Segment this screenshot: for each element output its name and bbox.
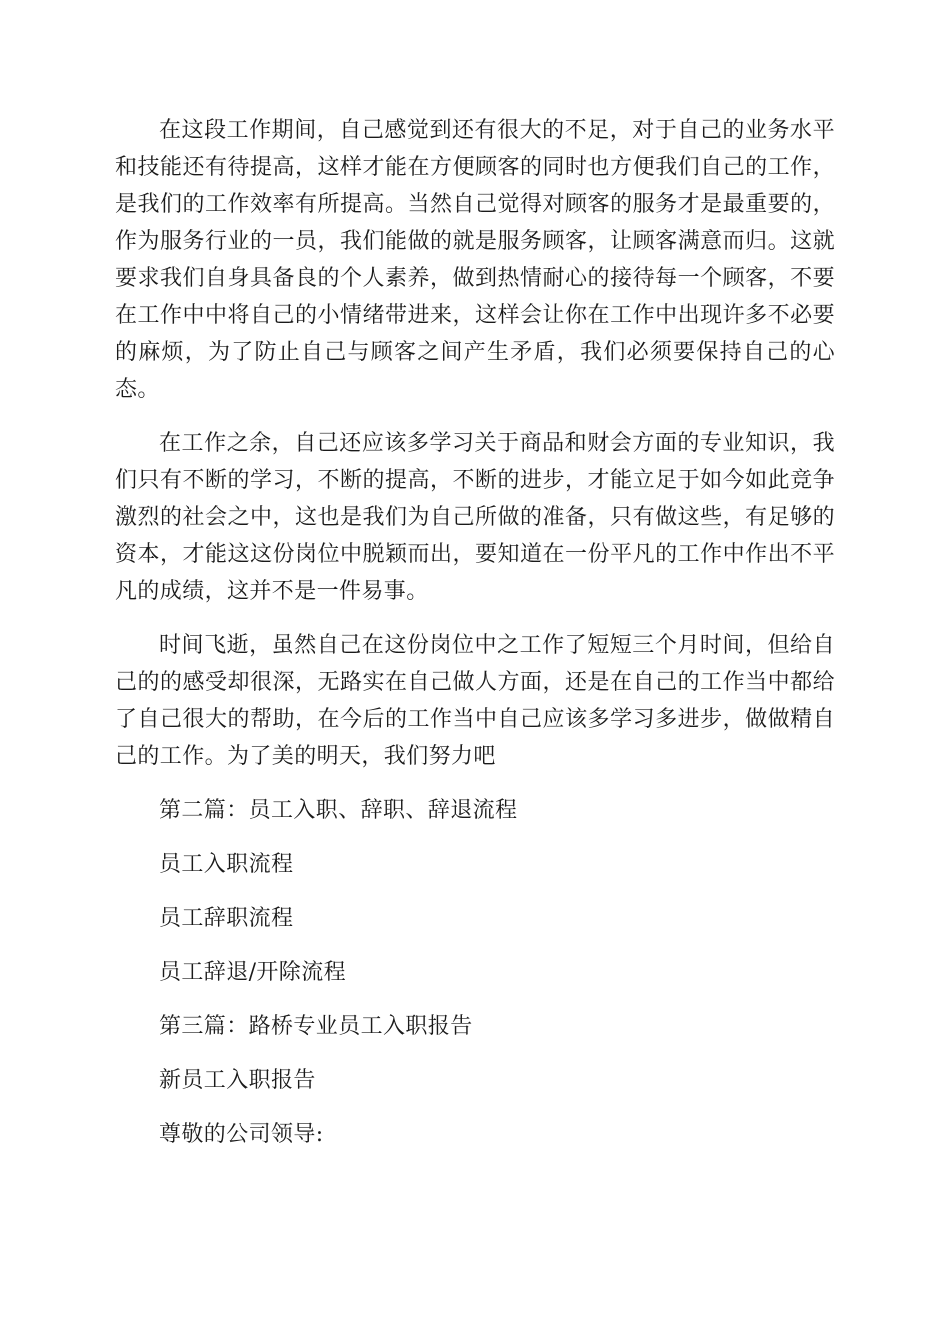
document-body xyxy=(115,112,835,1170)
subheading-onboarding-process: 员工入职流程 xyxy=(159,852,294,877)
section-heading-part-two: 第二篇：员工入职、辞职、辞退流程 xyxy=(159,798,518,823)
salutation: 尊敬的公司领导: xyxy=(159,1122,324,1147)
paragraph-conclusion: 时间飞逝，虽然自己在这份岗位中之工作了短短三个月时间，但给自己的的感受却很深，无路实在自己做人方面，还是在自己的工作当中都给了自己很大的帮助，在今后的工作当中自己应该多学习多进步，做做精自己的工作。为了美的明天，我们努力吧 xyxy=(115,633,835,769)
subheading-resignation-process: 员工辞职流程 xyxy=(159,906,294,931)
paragraph-work-attitude: 在这段工作期间，自己感觉到还有很大的不足，对于自己的业务水平和技能还有待提高，这样才能在方便顾客的同时也方便我们自己的工作，是我们的工作效率有所提高。当然自己觉得对顾客的服务才是最重要的，作为服务行业的一员，我们能做的就是服务顾客，让顾客满意而归。这就要求我们自身具备良的个人素养，做到热情耐心的接待每一个顾客，不要在工作中中将自己的小情绪带进来，这样会让你在工作中出现许多不必要的麻烦，为了防止自己与顾客之间产生矛盾，我们必须要保持自己的心态。 xyxy=(115,118,835,402)
report-title: 新员工入职报告 xyxy=(159,1068,316,1093)
subheading-dismissal-process: 员工辞退/开除流程 xyxy=(159,960,347,985)
paragraph-study: 在工作之余，自己还应该多学习关于商品和财会方面的专业知识，我们只有不断的学习，不断的提高，不断的进步，才能立足于如今如此竞争激烈的社会之中，这也是我们为自己所做的准备，只有做这些，有足够的资本，才能这这份岗位中脱颖而出，要知道在一份平凡的工作中作出不平凡的成绩，这并不是一件易事。 xyxy=(115,431,835,604)
section-heading-part-three: 第三篇：路桥专业员工入职报告 xyxy=(159,1014,473,1039)
